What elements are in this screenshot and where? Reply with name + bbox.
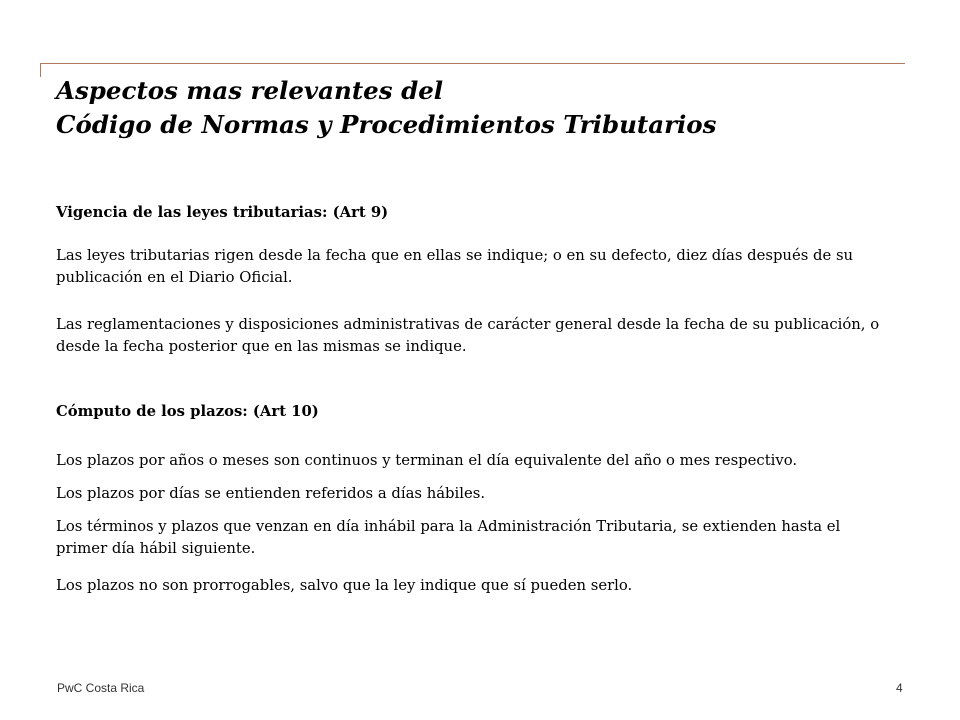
slide-title-line-2: Código de Normas y Procedimientos Tributarios bbox=[56, 110, 717, 139]
section-vigencia-paragraph-1: Las leyes tributarias rigen desde la fecha que en ellas se indique; o en su defecto, diez días después de su publicación en el Diario Oficial. bbox=[56, 247, 854, 286]
section-computo-paragraph-4: Los plazos no son prorrogables, salvo que la ley indique que sí pueden serlo. bbox=[56, 577, 633, 594]
section-computo-paragraph-2: Los plazos por días se entienden referidos a días hábiles. bbox=[56, 485, 486, 502]
footer-page-number: 4 bbox=[896, 681, 903, 695]
section-vigencia-heading: Vigencia de las leyes tributarias: (Art 9) bbox=[56, 204, 389, 221]
section-computo-paragraph-1: Los plazos por años o meses son continuos y terminan el día equivalente del año o mes respectivo. bbox=[56, 452, 798, 469]
header-rule-tick bbox=[40, 63, 41, 77]
slide-title bbox=[56, 74, 936, 142]
section-computo-paragraph-3: Los términos y plazos que venzan en día inhábil para la Administración Tributaria, se extienden hasta el primer día hábil siguiente. bbox=[56, 518, 841, 557]
section-computo-heading: Cómputo de los plazos: (Art 10) bbox=[56, 403, 319, 420]
header-rule bbox=[40, 63, 905, 64]
slide-title-line-1: Aspectos mas relevantes del bbox=[56, 76, 444, 105]
section-vigencia-paragraph-2: Las reglamentaciones y disposiciones administrativas de carácter general desde la fecha de su publicación, o desde la fecha posterior que en las mismas se indique. bbox=[56, 316, 880, 355]
footer-organization: PwC Costa Rica bbox=[57, 681, 145, 695]
